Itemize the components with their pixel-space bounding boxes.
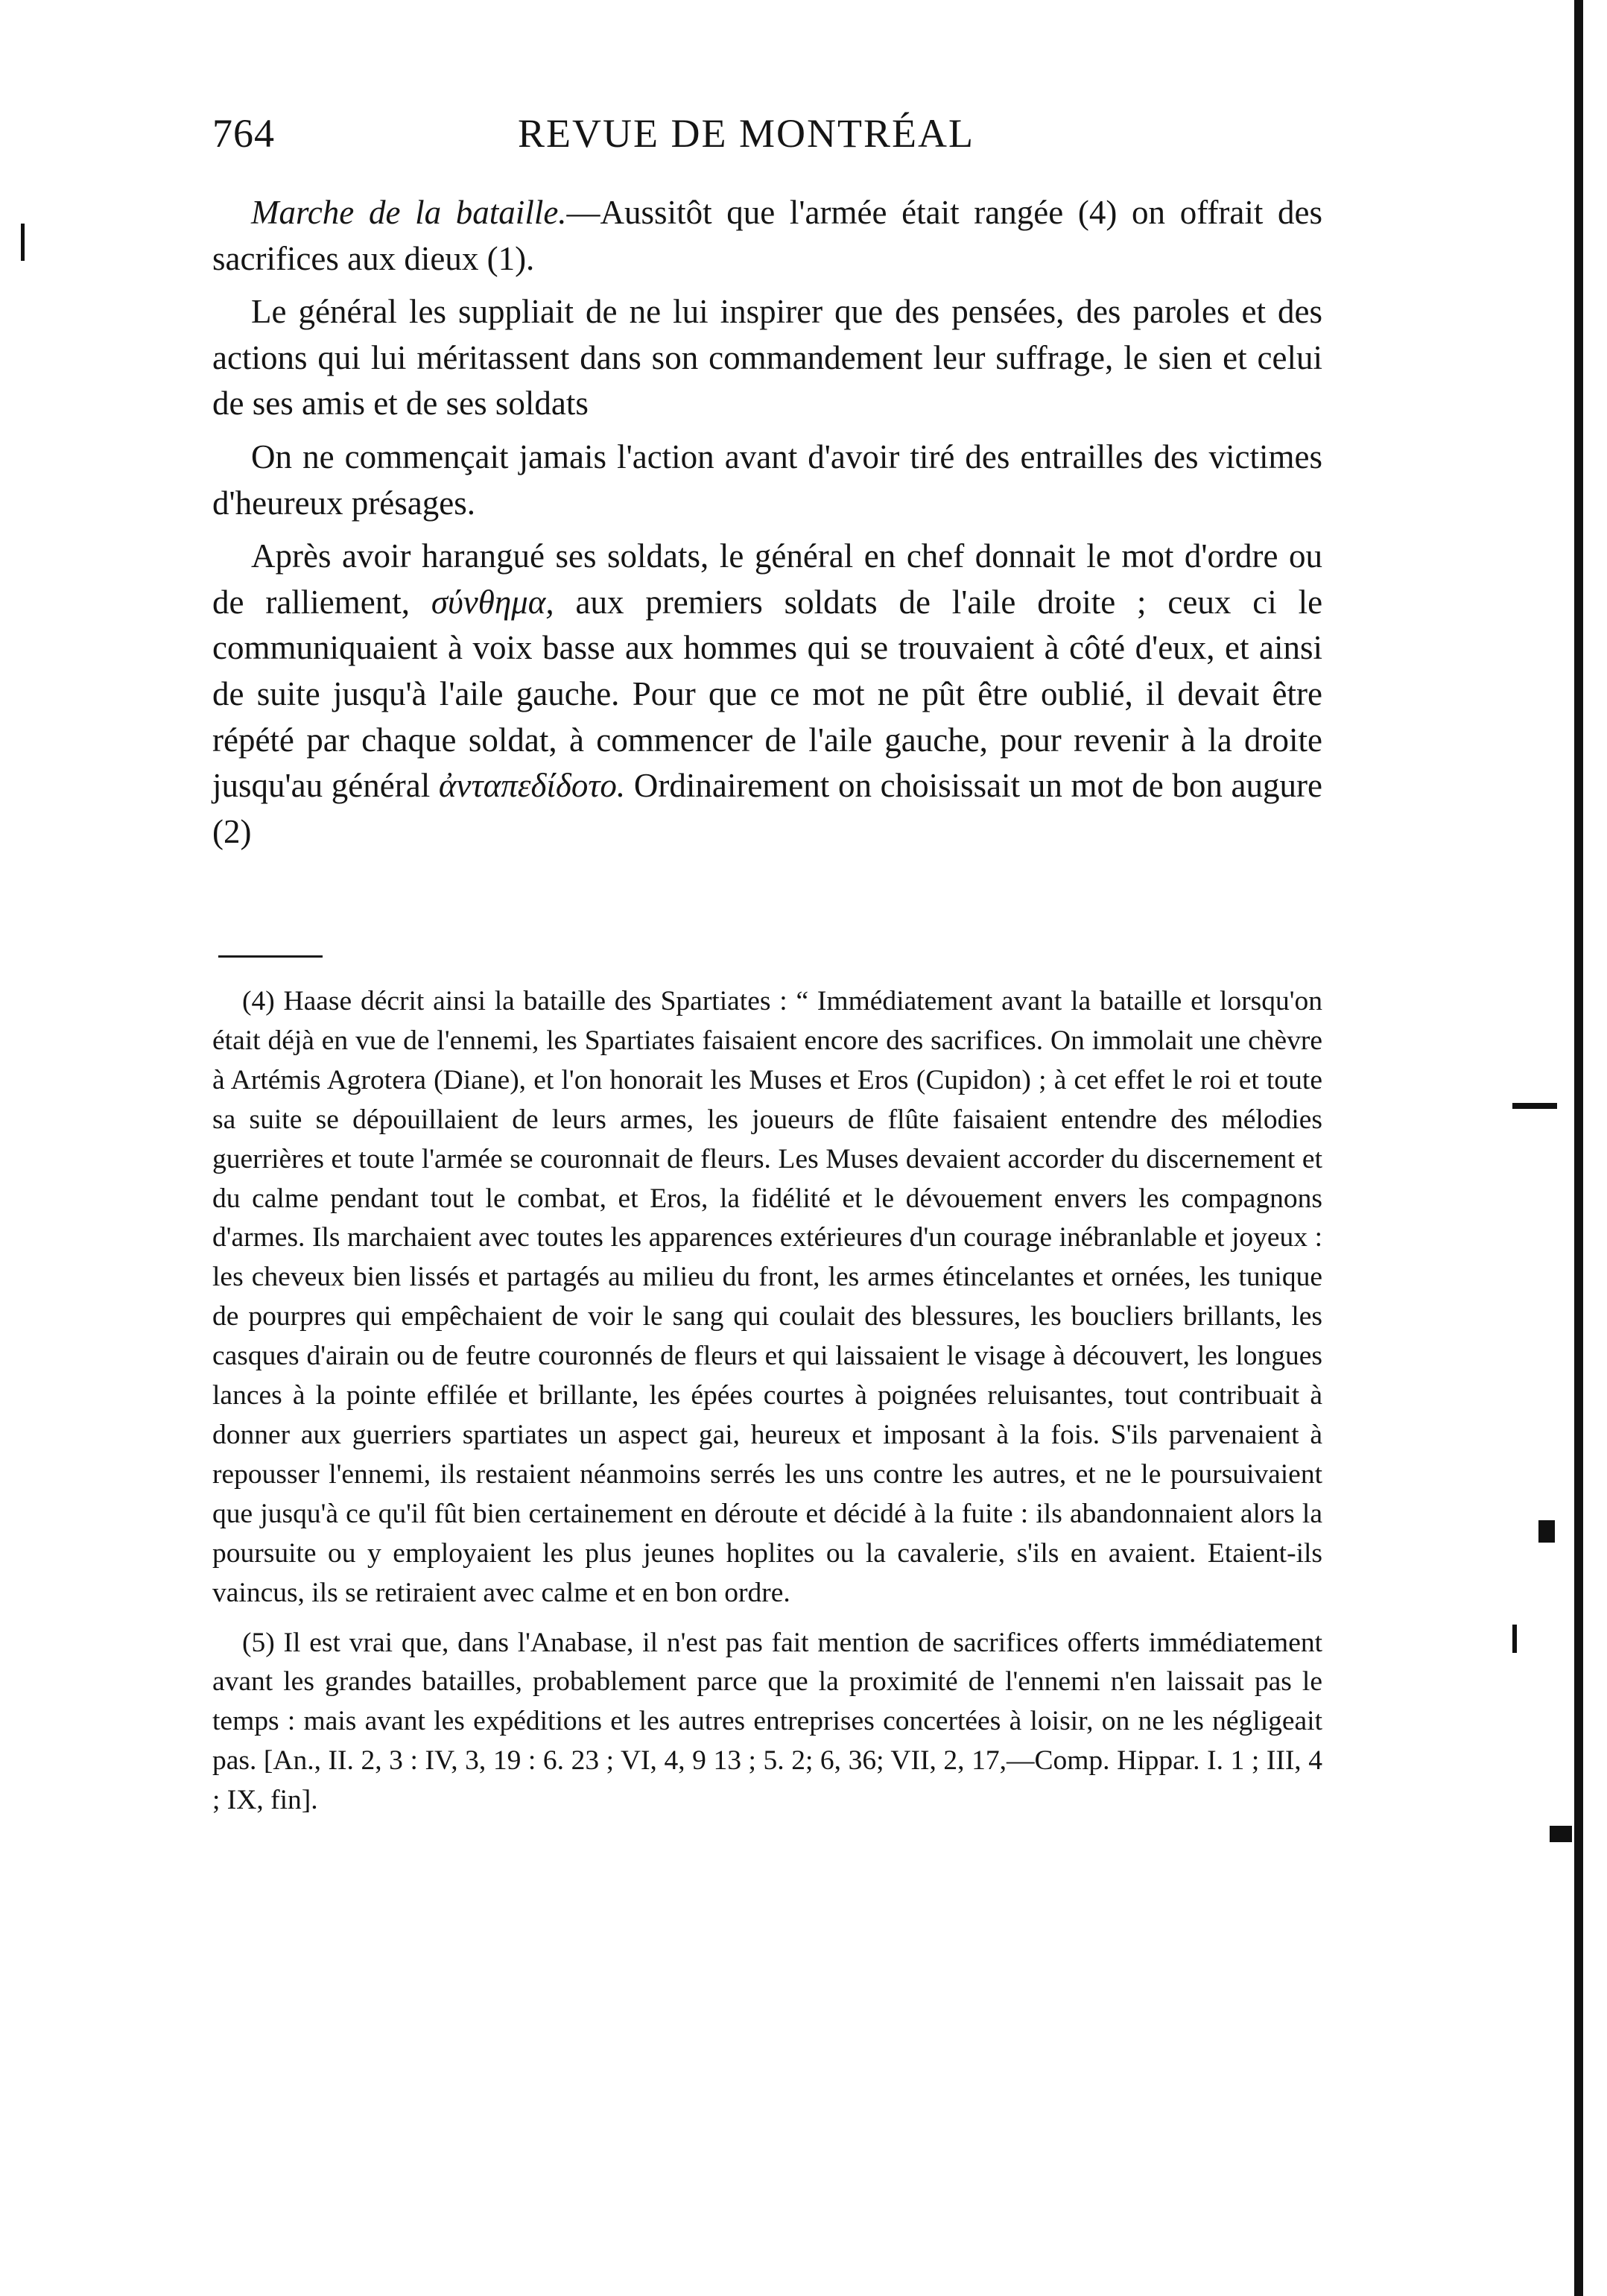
footnote-5-text-b: avant les grandes batailles, probablement parce que la proximité de l'ennemi n'en laissait pas le temps : mais avant les expéditions et les autres entreprises concertées à loisir, on ne les négligeait pas. [An., II. 2, 3 : IV, 3, 19 : 6. 23 ; VI, 4, 9 13 ; 5. 2; 6, 36; VII, 2, 17,—Comp. Hippar. I. 1 ; III, 4 ; IX, fin]. bbox=[212, 1666, 1322, 1816]
footnote-rule bbox=[218, 955, 323, 958]
binding-edge-line bbox=[1574, 0, 1583, 2296]
paragraph-3: On ne commençait jamais l'action avant d'avoir tiré des entrailles des victimes d'heureux présages. bbox=[212, 437, 1322, 522]
greek-word-synthema: σύνθημα, bbox=[431, 583, 554, 621]
page-number: 764 bbox=[212, 111, 275, 156]
margin-mark bbox=[21, 224, 25, 261]
page-header bbox=[212, 110, 1322, 162]
paragraph-4-text-c: Ordinairement on choisissait un mot de bon augure (2) bbox=[212, 767, 1322, 850]
footnotes bbox=[212, 982, 1322, 1831]
running-title: REVUE DE MONTRÉAL bbox=[518, 111, 974, 156]
paragraph-1-text: —Aussitôt que l'armée était rangée (4) on offrait des sacrifices aux dieux (1). bbox=[212, 194, 1322, 277]
paragraph-1 bbox=[212, 190, 1322, 282]
footnote-5-text-a: (5) Il est vrai que, dans l'Anabase, il n'est pas fait mention de sacrifices offerts bbox=[242, 1627, 1140, 1658]
margin-mark bbox=[1512, 1625, 1517, 1653]
footnote-5 bbox=[212, 1624, 1322, 1821]
paragraph-4 bbox=[212, 534, 1322, 855]
margin-mark bbox=[1538, 1520, 1555, 1543]
paragraph-2: Le général les suppliait de ne lui inspirer que des pensées, des paroles et des actions qui lui méritassent dans son commandement leur suffrage, le sien et celui de ses amis et de ses soldats bbox=[212, 293, 1322, 423]
paragraph-4-text-b: aux premiers soldats de l'aile droite ; ceux ci le communiquaient à voix basse aux hommes qui se trouvaient à côté d'eux, et ainsi de suite jusqu'à l'aile gauche. Pour que ce mot ne pût être oublié, il devait être répété par chaque soldat, à commencer de l'aile gauche, pour revenir à la droite jusqu'au général bbox=[212, 583, 1323, 805]
main-text bbox=[212, 190, 1322, 862]
margin-mark bbox=[1550, 1826, 1572, 1842]
greek-word-antapedidoto: ἀνταπεδίδοτο. bbox=[438, 767, 626, 805]
paragraph-4-text-a: Après avoir harangué ses soldats, le général en chef donnait le mot d'ordre ou de ralliement, bbox=[212, 537, 1322, 621]
footnote-5-emphasis: immédiatement bbox=[1148, 1627, 1323, 1658]
footnote-4: (4) Haase décrit ainsi la bataille des Spartiates : “ Immédiatement avant la bataille et lorsqu'on était déjà en vue de l'ennemi, les Spartiates faisaient encore des sacrifices. On immolait une chèvre à Artémis Agrotera (Diane), et l'on honorait les Muses et Eros (Cupidon) ; à cet effet le roi et toute sa suite se dépouillaient de leurs armes, les joueurs de flûte faisaient entendre des mélodies guerrières et toute l'armée se couronnait de fleurs. Les Muses devaient accorder du discernement et du calme pendant tout le combat, et Eros, la fidélité et le dévouement envers les compagnons d'armes. Ils marchaient avec toutes les apparences extérieures d'un courage inébranlable et joyeux : les cheveux bien lissés et partagés au milieu du front, les armes étincelantes et ornées, les tunique de pourpres qui empêchaient de voir le sang qui coulait des blessures, les boucliers brillants, les casques d'airain ou de feutre couronnés de fleurs et qui laissaient le visage à découvert, les longues lances à la pointe effilée et brillante, les épées courtes à poignées reluisantes, tout contribuait à donner aux guerriers spartiates un aspect gai, heureux et imposant à la fois. S'ils parvenaient à repousser l'ennemi, ils restaient néanmoins serrés les uns contre les autres, et ne le poursuivaient que jusqu'à ce qu'il fût bien certainement en déroute et décidé à la fuite : ils abandonnaient alors la poursuite ou y employaient les plus jeunes hoplites ou la cavalerie, s'ils en avaient. Etaient-ils vaincus, ils se retiraient avec calme et en bon ordre. bbox=[212, 986, 1322, 1608]
margin-mark bbox=[1512, 1103, 1557, 1109]
section-title: Marche de la bataille. bbox=[251, 194, 567, 231]
